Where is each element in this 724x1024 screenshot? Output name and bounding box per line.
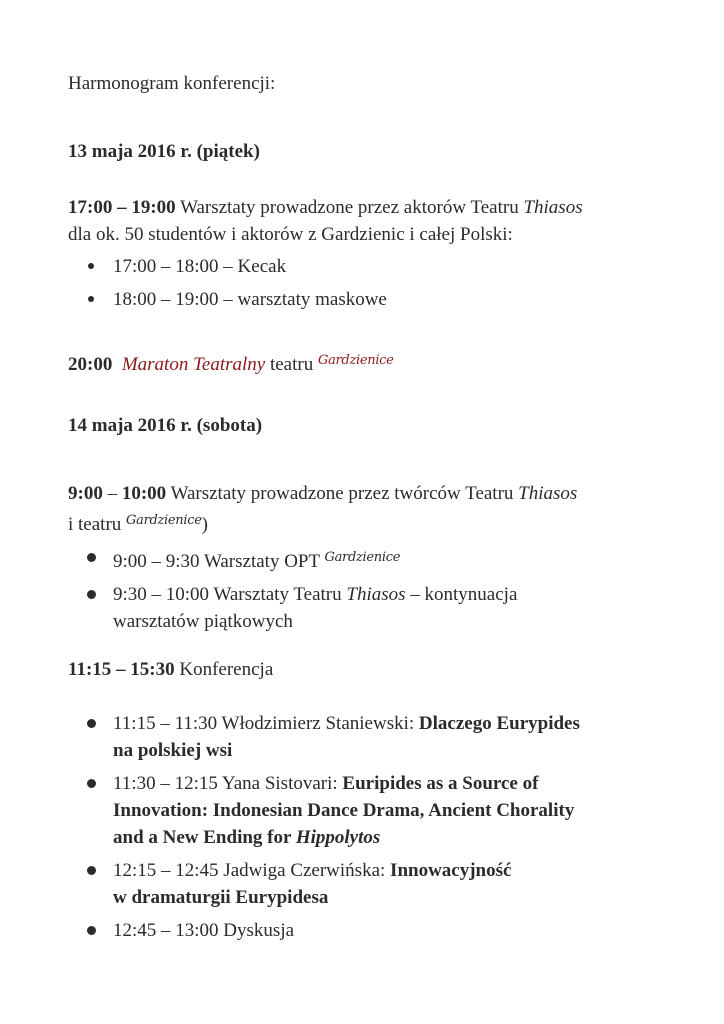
day2-session1: 9:00 – 10:00 Warsztaty prowadzone przez twórców Teatru Thiasos i teatru Gardzienice) 9:00 – 9:30 Warsztaty OPT Gardzienice 9:30 – 10:00 Warsztaty Teatru Thiasos – kontynuacja warsztatów piątkowych <box>68 480 668 635</box>
bullet-icon <box>87 779 96 788</box>
bullet-icon <box>87 553 96 562</box>
day2-session1-list <box>68 544 668 635</box>
day1-session1-list <box>68 253 668 313</box>
day1-session1-text-b: dla ok. 50 studentów i aktorów z Gardzienic i całej Polski: <box>68 224 513 245</box>
day1-evening-time: 20:00 <box>68 354 113 375</box>
day1-evening <box>68 347 394 378</box>
maraton-title: Maraton Teatralny <box>121 354 266 375</box>
bullet-icon <box>87 719 96 728</box>
list-item: 11:30 – 12:15 Yana Sistovari: Euripides as a Source of Innovation: Indonesian Dance Drama, Ancient Chorality and a New Ending for Hippolytos <box>68 770 668 851</box>
day1-session1-text-a: Warsztaty prowadzone przez aktorów Teatru <box>175 197 524 218</box>
list-item: 12:45 – 13:00 Dyskusja <box>68 917 668 944</box>
gardzienice-logo: Gardzienice <box>317 353 394 368</box>
day2-session1-text-a: Warsztaty prowadzone przez twórców Teatru <box>166 483 519 504</box>
day1-date: 13 maja 2016 r. (piątek) <box>68 141 260 162</box>
list-item: 9:30 – 10:00 Warsztaty Teatru Thiasos – kontynuacja warsztatów piątkowych <box>68 581 668 635</box>
gardzienice-logo: Gardzienice <box>324 550 401 565</box>
day1-session1-time: 17:00 – 19:00 <box>68 197 176 218</box>
day2-session1-time-start: 9:00 <box>68 483 103 504</box>
day2-date: 14 maja 2016 r. (sobota) <box>68 415 263 436</box>
list-item: 17:00 – 18:00 – Kecak <box>68 253 668 280</box>
list-item: 18:00 – 19:00 – warsztaty maskowe <box>68 286 668 313</box>
day2-session1-time-end: 10:00 <box>121 483 167 504</box>
day2-session1-theatre: Thiasos <box>518 483 578 504</box>
bullet-icon <box>87 866 96 875</box>
conference-talk-list <box>68 710 668 944</box>
day1-evening-text: teatru <box>269 354 314 375</box>
conference-time: 11:15 – 15:30 <box>68 659 175 680</box>
bullet-icon <box>88 296 94 302</box>
day2-conference <box>68 656 668 944</box>
day1-session1 <box>68 194 668 313</box>
day1-session1-theatre: Thiasos <box>523 197 583 218</box>
list-item: 9:00 – 9:30 Warsztaty OPT Gardzienice <box>68 544 668 575</box>
list-item: 12:15 – 12:45 Jadwiga Czerwińska: Innowacyjność w dramaturgii Eurypidesa <box>68 857 668 911</box>
bullet-icon <box>88 263 94 269</box>
conference-label: Konferencja <box>174 659 274 680</box>
gardzienice-logo: Gardzienice <box>126 513 202 528</box>
day2-session1-text-b: i teatru <box>68 514 122 535</box>
bullet-icon <box>87 926 96 935</box>
bullet-icon <box>87 590 96 599</box>
schedule-title: Harmonogram konferencji: <box>68 73 276 94</box>
list-item: 11:15 – 11:30 Włodzimierz Staniewski: Dlaczego Eurypides na polskiej wsi <box>68 710 668 764</box>
